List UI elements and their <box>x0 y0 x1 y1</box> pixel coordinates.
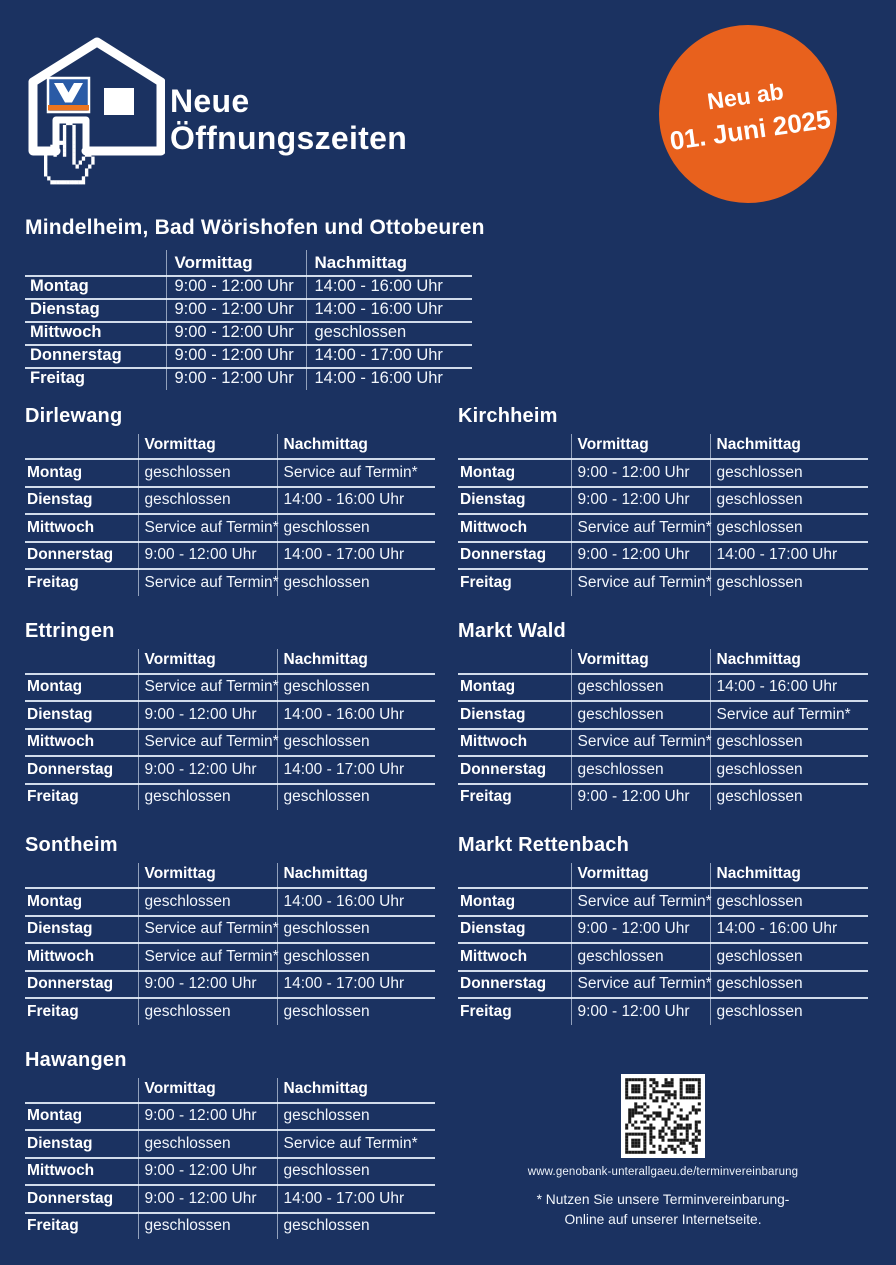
day-label: Montag <box>460 463 516 481</box>
day-column-header <box>25 434 138 459</box>
day-label: Dienstag <box>460 705 526 723</box>
day-label: Freitag <box>460 1002 512 1020</box>
table-row <box>458 514 868 542</box>
day-label: Donnerstag <box>27 760 114 778</box>
table-row <box>25 542 435 570</box>
vormittag-cell: Service auf Termin* <box>571 971 710 999</box>
nachmittag-cell: geschlossen <box>710 569 868 596</box>
header-row <box>25 863 435 888</box>
vormittag-cell: geschlossen <box>571 701 710 729</box>
location-title: Kirchheim <box>458 405 558 427</box>
day-label: Donnerstag <box>460 760 547 778</box>
appointment-info <box>458 1048 868 1230</box>
nachmittag-cell: geschlossen <box>710 514 868 542</box>
table-row <box>25 674 435 702</box>
header <box>0 0 896 212</box>
header-row <box>25 434 435 459</box>
nachmittag-cell: Service auf Termin* <box>277 459 435 487</box>
nachmittag-cell: geschlossen <box>710 784 868 811</box>
day-label: Dienstag <box>460 491 526 508</box>
nachmittag-cell: 14:00 - 16:00 Uhr <box>277 888 435 916</box>
header-row <box>25 1078 435 1103</box>
vormittag-cell: Service auf Termin* <box>571 729 710 757</box>
vr-logo-icon <box>48 78 89 112</box>
nachmittag-cell: geschlossen <box>277 729 435 757</box>
vormittag-column-header: Vormittag <box>138 649 277 674</box>
vormittag-column-header: Vormittag <box>138 1078 277 1103</box>
day-label: Donnerstag <box>460 546 547 563</box>
day-label: Mittwoch <box>460 518 528 536</box>
table-row <box>25 322 472 345</box>
table-row <box>458 487 868 515</box>
hours-table-markt-rettenbach <box>458 863 868 1025</box>
footnote-line1: * Nutzen Sie unsere Terminvereinbarung- <box>536 1191 790 1207</box>
nachmittag-cell: geschlossen <box>710 971 868 999</box>
section-ettringen <box>25 619 435 811</box>
table-row <box>458 916 868 944</box>
day-column-header <box>25 250 166 276</box>
table-row <box>25 998 435 1025</box>
vormittag-cell: 9:00 - 12:00 Uhr <box>138 1103 277 1131</box>
header-row <box>458 649 868 674</box>
section-hawangen <box>25 1048 435 1240</box>
nachmittag-cell: 14:00 - 16:00 Uhr <box>277 487 435 515</box>
vormittag-cell: geschlossen <box>571 943 710 971</box>
section-mindelheim <box>25 216 485 390</box>
day-label: Mittwoch <box>27 947 95 965</box>
day-label: Mittwoch <box>27 1162 95 1179</box>
nachmittag-cell: geschlossen <box>277 674 435 702</box>
vormittag-cell: Service auf Termin* <box>138 729 277 757</box>
vormittag-cell: 9:00 - 12:00 Uhr <box>138 701 277 729</box>
day-label: Freitag <box>460 788 512 805</box>
hours-table-sontheim <box>25 863 435 1025</box>
day-label: Freitag <box>27 573 79 591</box>
location-title: Sontheim <box>25 834 118 856</box>
table-row <box>25 1213 435 1240</box>
vormittag-cell: geschlossen <box>138 998 277 1025</box>
day-column-header <box>25 1078 138 1103</box>
vormittag-cell: 9:00 - 12:00 Uhr <box>138 1158 277 1186</box>
vormittag-cell: Service auf Termin* <box>138 514 277 542</box>
vormittag-cell: geschlossen <box>138 888 277 916</box>
header-row <box>458 863 868 888</box>
hours-table-hawangen <box>25 1078 435 1240</box>
day-label: Freitag <box>30 369 86 387</box>
section-markt-wald <box>458 619 868 811</box>
table-row <box>25 299 472 322</box>
vormittag-cell: 9:00 - 12:00 Uhr <box>166 345 306 368</box>
nachmittag-cell: geschlossen <box>710 729 868 757</box>
vormittag-cell: 9:00 - 12:00 Uhr <box>166 368 306 390</box>
day-label: Freitag <box>27 788 79 805</box>
nachmittag-column-header: Nachmittag <box>710 863 868 888</box>
nachmittag-cell: 14:00 - 17:00 Uhr <box>710 542 868 570</box>
table-row <box>458 756 868 784</box>
bank-house-icon <box>25 36 165 201</box>
nachmittag-column-header: Nachmittag <box>710 649 868 674</box>
vormittag-cell: 9:00 - 12:00 Uhr <box>571 784 710 811</box>
nachmittag-cell: geschlossen <box>277 569 435 596</box>
vormittag-cell: Service auf Termin* <box>571 569 710 596</box>
new-date-badge <box>659 25 837 203</box>
vormittag-cell: 9:00 - 12:00 Uhr <box>166 276 306 299</box>
nachmittag-column-header: Nachmittag <box>306 250 472 276</box>
footnote-line2: Online auf unserer Internetseite. <box>564 1211 762 1227</box>
vormittag-cell: Service auf Termin* <box>138 943 277 971</box>
day-label: Mittwoch <box>30 323 102 341</box>
nachmittag-cell: geschlossen <box>277 998 435 1025</box>
vormittag-cell: 9:00 - 12:00 Uhr <box>138 542 277 570</box>
vormittag-cell: geschlossen <box>138 487 277 515</box>
qr-code <box>621 1074 705 1158</box>
page-title-line1: Neue <box>170 83 250 119</box>
header-row <box>25 649 435 674</box>
vormittag-cell: 9:00 - 12:00 Uhr <box>138 1185 277 1213</box>
location-title: Mindelheim, Bad Wörishofen und Ottobeuren <box>25 216 485 239</box>
nachmittag-cell: geschlossen <box>277 514 435 542</box>
day-label: Dienstag <box>27 920 93 937</box>
nachmittag-cell: geschlossen <box>710 459 868 487</box>
day-label: Montag <box>27 892 83 910</box>
header-row <box>458 434 868 459</box>
hours-table-ettringen <box>25 649 435 811</box>
vormittag-cell: geschlossen <box>571 756 710 784</box>
locations-grid <box>25 404 868 1239</box>
location-title: Dirlewang <box>25 405 123 427</box>
table-row <box>25 514 435 542</box>
vormittag-column-header: Vormittag <box>138 434 277 459</box>
nachmittag-cell: 14:00 - 16:00 Uhr <box>306 276 472 299</box>
page-title <box>170 83 407 158</box>
table-row <box>25 756 435 784</box>
vormittag-column-header: Vormittag <box>571 649 710 674</box>
vormittag-column-header: Vormittag <box>571 863 710 888</box>
hours-table-markt-wald <box>458 649 868 811</box>
nachmittag-cell: geschlossen <box>306 322 472 345</box>
vormittag-cell: 9:00 - 12:00 Uhr <box>138 971 277 999</box>
nachmittag-cell: geschlossen <box>710 943 868 971</box>
day-label: Donnerstag <box>30 346 122 364</box>
nachmittag-cell: 14:00 - 17:00 Uhr <box>277 542 435 570</box>
day-label: Montag <box>27 1107 83 1124</box>
vormittag-column-header: Vormittag <box>138 863 277 888</box>
vormittag-cell: 9:00 - 12:00 Uhr <box>166 299 306 322</box>
nachmittag-cell: geschlossen <box>277 1213 435 1240</box>
day-label: Donnerstag <box>27 1189 114 1207</box>
nachmittag-cell: Service auf Termin* <box>710 701 868 729</box>
vormittag-cell: Service auf Termin* <box>138 916 277 944</box>
hours-table-mindelheim <box>25 250 472 390</box>
vormittag-cell: 9:00 - 12:00 Uhr <box>571 487 710 515</box>
day-label: Freitag <box>460 573 512 591</box>
day-label: Montag <box>27 678 83 695</box>
vormittag-cell: Service auf Termin* <box>571 888 710 916</box>
nachmittag-cell: 14:00 - 17:00 Uhr <box>277 1185 435 1213</box>
table-row <box>458 888 868 916</box>
table-row <box>458 943 868 971</box>
badge-line2: 01. Juni 2025 <box>667 103 833 156</box>
table-row <box>25 971 435 999</box>
location-title: Markt Rettenbach <box>458 834 630 856</box>
table-row <box>458 729 868 757</box>
day-column-header <box>458 434 571 459</box>
table-row <box>25 1103 435 1131</box>
hours-table-kirchheim <box>458 434 868 596</box>
nachmittag-cell: geschlossen <box>710 487 868 515</box>
day-label: Donnerstag <box>27 546 114 563</box>
day-column-header <box>25 649 138 674</box>
vormittag-cell: 9:00 - 12:00 Uhr <box>571 916 710 944</box>
vormittag-cell: geschlossen <box>138 459 277 487</box>
vormittag-cell: Service auf Termin* <box>138 569 277 596</box>
day-label: Freitag <box>27 1217 79 1234</box>
table-row <box>25 459 435 487</box>
vormittag-cell: 9:00 - 12:00 Uhr <box>571 998 710 1025</box>
nachmittag-cell: 14:00 - 16:00 Uhr <box>710 916 868 944</box>
nachmittag-cell: geschlossen <box>277 784 435 811</box>
window-shape <box>104 88 134 115</box>
nachmittag-cell: geschlossen <box>277 943 435 971</box>
appointment-url: www.genobank-unterallgaeu.de/terminvereinbarung <box>527 1165 799 1178</box>
nachmittag-column-header: Nachmittag <box>277 434 435 459</box>
table-row <box>25 1185 435 1213</box>
table-row <box>25 276 472 299</box>
day-label: Dienstag <box>27 1134 93 1152</box>
vormittag-cell: 9:00 - 12:00 Uhr <box>571 459 710 487</box>
vormittag-cell: geschlossen <box>138 1213 277 1240</box>
day-label: Dienstag <box>27 705 93 723</box>
day-label: Mittwoch <box>27 518 95 536</box>
day-label: Donnerstag <box>460 975 547 992</box>
day-label: Mittwoch <box>27 733 95 750</box>
vormittag-cell: 9:00 - 12:00 Uhr <box>166 322 306 345</box>
table-row <box>458 569 868 596</box>
table-row <box>458 542 868 570</box>
section-sontheim <box>25 833 435 1025</box>
table-row <box>25 569 435 596</box>
day-label: Montag <box>30 277 89 295</box>
table-row <box>25 729 435 757</box>
day-label: Montag <box>460 678 516 695</box>
day-label: Dienstag <box>460 920 526 937</box>
table-row <box>458 784 868 811</box>
day-label: Montag <box>27 463 83 481</box>
table-row <box>25 701 435 729</box>
day-column-header <box>25 863 138 888</box>
nachmittag-cell: 14:00 - 17:00 Uhr <box>277 971 435 999</box>
table-row <box>25 1130 435 1158</box>
section-dirlewang <box>25 404 435 596</box>
vormittag-cell: geschlossen <box>138 1130 277 1158</box>
nachmittag-cell: geschlossen <box>710 888 868 916</box>
table-row <box>25 1158 435 1186</box>
nachmittag-cell: geschlossen <box>277 1158 435 1186</box>
table-row <box>25 916 435 944</box>
table-row <box>458 674 868 702</box>
vormittag-cell: Service auf Termin* <box>138 674 277 702</box>
nachmittag-cell: Service auf Termin* <box>277 1130 435 1158</box>
nachmittag-cell: 14:00 - 16:00 Uhr <box>710 674 868 702</box>
section-kirchheim <box>458 404 868 596</box>
nachmittag-column-header: Nachmittag <box>710 434 868 459</box>
vormittag-column-header: Vormittag <box>571 434 710 459</box>
table-row <box>25 487 435 515</box>
nachmittag-column-header: Nachmittag <box>277 863 435 888</box>
hours-table-dirlewang <box>25 434 435 596</box>
section-markt-rettenbach <box>458 833 868 1025</box>
table-row <box>25 943 435 971</box>
badge-line1: Neu ab <box>705 77 786 115</box>
location-title: Ettringen <box>25 619 115 642</box>
nachmittag-cell: geschlossen <box>710 756 868 784</box>
day-label: Freitag <box>27 1002 79 1020</box>
nachmittag-cell: geschlossen <box>710 998 868 1025</box>
nachmittag-cell: 14:00 - 17:00 Uhr <box>277 756 435 784</box>
day-label: Montag <box>460 892 516 910</box>
table-row <box>25 888 435 916</box>
nachmittag-cell: 14:00 - 16:00 Uhr <box>306 368 472 390</box>
location-title: Markt Wald <box>458 619 566 642</box>
nachmittag-cell: 14:00 - 17:00 Uhr <box>306 345 472 368</box>
day-column-header <box>458 863 571 888</box>
nachmittag-column-header: Nachmittag <box>277 1078 435 1103</box>
table-row <box>25 784 435 811</box>
nachmittag-cell: 14:00 - 16:00 Uhr <box>306 299 472 322</box>
day-label: Donnerstag <box>27 975 114 992</box>
day-label: Mittwoch <box>460 947 528 965</box>
table-row <box>458 701 868 729</box>
table-row <box>458 971 868 999</box>
nachmittag-cell: geschlossen <box>277 1103 435 1131</box>
page-title-line2: Öffnungszeiten <box>170 120 408 157</box>
table-row <box>25 345 472 368</box>
vormittag-cell: geschlossen <box>571 674 710 702</box>
day-label: Dienstag <box>27 491 93 508</box>
vormittag-column-header: Vormittag <box>166 250 306 276</box>
day-column-header <box>458 649 571 674</box>
day-label: Mittwoch <box>460 733 528 750</box>
nachmittag-cell: 14:00 - 16:00 Uhr <box>277 701 435 729</box>
table-row <box>458 459 868 487</box>
day-label: Dienstag <box>30 300 100 318</box>
vormittag-cell: 9:00 - 12:00 Uhr <box>571 542 710 570</box>
footnote <box>537 1190 790 1230</box>
table-row <box>25 368 472 390</box>
table-row <box>458 998 868 1025</box>
header-row <box>25 250 472 276</box>
nachmittag-column-header: Nachmittag <box>277 649 435 674</box>
vormittag-cell: Service auf Termin* <box>571 514 710 542</box>
nachmittag-cell: geschlossen <box>277 916 435 944</box>
vormittag-cell: 9:00 - 12:00 Uhr <box>138 756 277 784</box>
location-title: Hawangen <box>25 1048 127 1071</box>
vormittag-cell: geschlossen <box>138 784 277 811</box>
